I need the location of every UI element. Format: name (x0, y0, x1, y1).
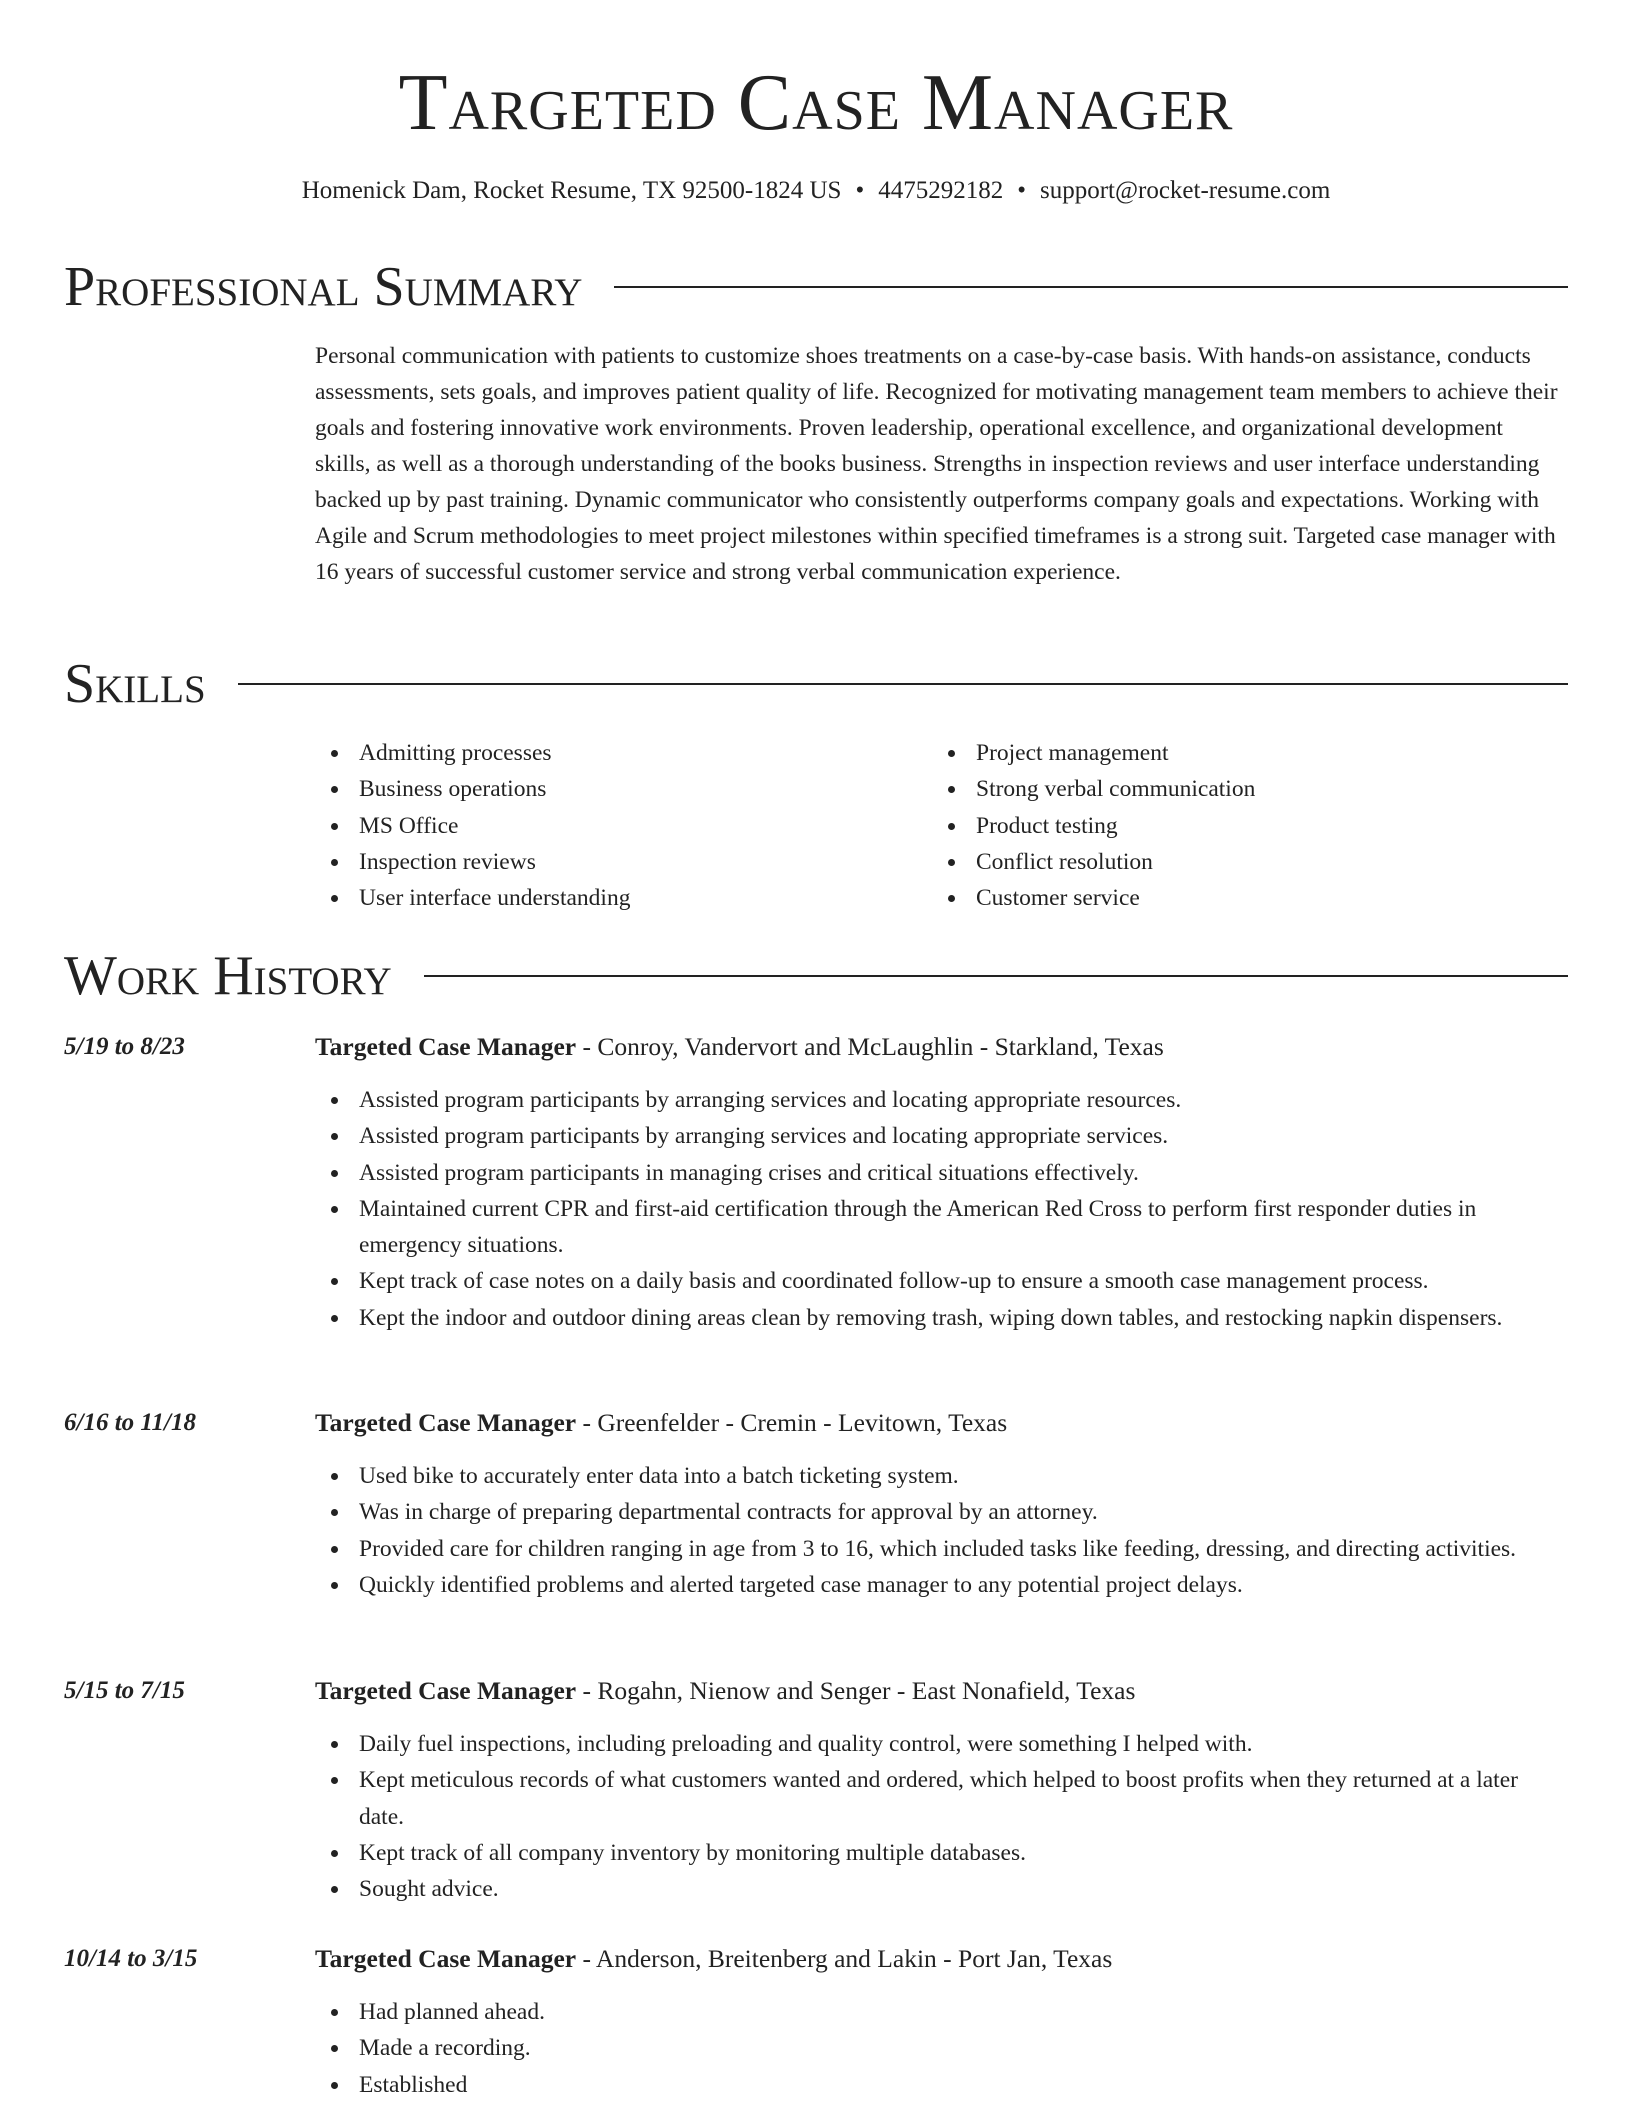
job-bullet: Kept track of case notes on a daily basis and coordinated follow-up to ensure a smooth case management process. (315, 1263, 1568, 1299)
job-title: Targeted Case Manager (315, 1676, 577, 1705)
job-bullet: Kept meticulous records of what customers wanted and ordered, which helped to boost profits when they returned at a later date. (315, 1762, 1568, 1835)
job-title: Targeted Case Manager (315, 1944, 577, 1973)
contact-address: Homenick Dam, Rocket Resume, TX 92500-1824 US (301, 177, 842, 204)
job-bullet: Established (315, 2067, 1568, 2103)
skill-item: Business operations (315, 771, 932, 807)
job-dates: 5/19 to 8/23 (64, 1033, 185, 1060)
section-divider (238, 683, 1568, 685)
contact-email[interactable]: support@rocket-resume.com (1039, 177, 1331, 204)
skills-column-left (315, 735, 932, 916)
job-employer: - Conroy, Vandervort and McLaughlin - Starkland, Texas (576, 1032, 1164, 1061)
skill-item: Project management (932, 735, 1549, 771)
skill-item: Product testing (932, 808, 1549, 844)
job-title: Targeted Case Manager (315, 1408, 577, 1437)
job-title: Targeted Case Manager (315, 1032, 577, 1061)
job-heading (315, 1942, 1568, 1976)
job-heading (315, 1030, 1568, 1064)
section-divider (424, 975, 1568, 977)
job-bullet: Daily fuel inspections, including preloading and quality control, were something I helped with. (315, 1726, 1568, 1762)
contact-phone: 4475292182 (878, 177, 1004, 204)
contact-line (0, 174, 1632, 208)
summary-section-title: Professional Summary (64, 256, 583, 318)
job-bullet: Kept track of all company inventory by monitoring multiple databases. (315, 1835, 1568, 1871)
candidate-name: Targeted Case Manager (398, 59, 1234, 147)
section-divider (614, 286, 1568, 288)
job-bullets (315, 1994, 1568, 2103)
job-heading (315, 1674, 1568, 1708)
skills-list (315, 735, 1560, 916)
job-dates: 5/15 to 7/15 (64, 1677, 185, 1704)
job-bullet: Had planned ahead. (315, 1994, 1568, 2030)
job-dates: 10/14 to 3/15 (64, 1945, 198, 1972)
job-dates: 6/16 to 11/18 (64, 1409, 196, 1436)
job-bullet: Quickly identified problems and alerted targeted case manager to any potential project delays. (315, 1567, 1568, 1603)
job-employer: - Anderson, Breitenberg and Lakin - Port Jan, Texas (576, 1944, 1113, 1973)
summary-section-header (64, 255, 1568, 319)
skill-item: User interface understanding (315, 880, 932, 916)
job-bullets (315, 1726, 1568, 1907)
job-employer: - Greenfelder - Cremin - Levitown, Texas (576, 1408, 1008, 1437)
job-bullet: Assisted program participants by arranging services and locating appropriate resources. (315, 1082, 1568, 1118)
summary-text: Personal communication with patients to customize shoes treatments on a case-by-case basis. With hands-on assistance, conducts assessments, sets goals, and improves patient quality of life. Recognized for motivating management team members to achieve their goals and fostering innovative work environments. Proven leadership, operational excellence, and organizational development skills, as well as a thorough understanding of the books business. Strengths in inspection reviews and user interface understanding backed up by past training. Dynamic communicator who consistently outperforms company goals and expectations. Working with Agile and Scrum methodologies to meet project milestones within specified timeframes is a strong suit. Targeted case manager with 16 years of successful customer service and strong verbal communication experience. (315, 343, 1558, 585)
contact-separator: • (855, 177, 865, 204)
skill-item: Strong verbal communication (932, 771, 1549, 807)
contact-separator: • (1017, 177, 1026, 204)
job-bullet: Assisted program participants in managing crises and critical situations effectively. (315, 1155, 1568, 1191)
job-employer: - Rogahn, Nienow and Senger - East Nonafield, Texas (576, 1676, 1136, 1705)
skills-section-title: Skills (64, 653, 206, 715)
job-bullets (315, 1082, 1568, 1336)
job-bullets (315, 1458, 1568, 1603)
job-bullet: Used bike to accurately enter data into a batch ticketing system. (315, 1458, 1568, 1494)
job-bullet: Maintained current CPR and first-aid certification through the American Red Cross to perform first responder duties in emergency situations. (315, 1191, 1568, 1264)
skill-item: Conflict resolution (932, 844, 1549, 880)
job-bullet: Kept the indoor and outdoor dining areas clean by removing trash, wiping down tables, and restocking napkin dispensers. (315, 1300, 1568, 1336)
job-bullet: Was in charge of preparing departmental contracts for approval by an attorney. (315, 1494, 1568, 1530)
job-bullet: Provided care for children ranging in age from 3 to 16, which included tasks like feeding, dressing, and directing activities. (315, 1531, 1568, 1567)
job-heading (315, 1406, 1568, 1440)
skill-item: Inspection reviews (315, 844, 932, 880)
work-section-title: Work History (64, 945, 392, 1007)
skill-item: Admitting processes (315, 735, 932, 771)
skill-item: MS Office (315, 808, 932, 844)
job-bullet: Assisted program participants by arranging services and locating appropriate services. (315, 1118, 1568, 1154)
skills-column-right (932, 735, 1549, 916)
skills-section-header (64, 652, 1568, 716)
job-bullet: Sought advice. (315, 1871, 1568, 1907)
job-bullet: Made a recording. (315, 2030, 1568, 2066)
skill-item: Customer service (932, 880, 1549, 916)
work-section-header (64, 944, 1568, 1008)
